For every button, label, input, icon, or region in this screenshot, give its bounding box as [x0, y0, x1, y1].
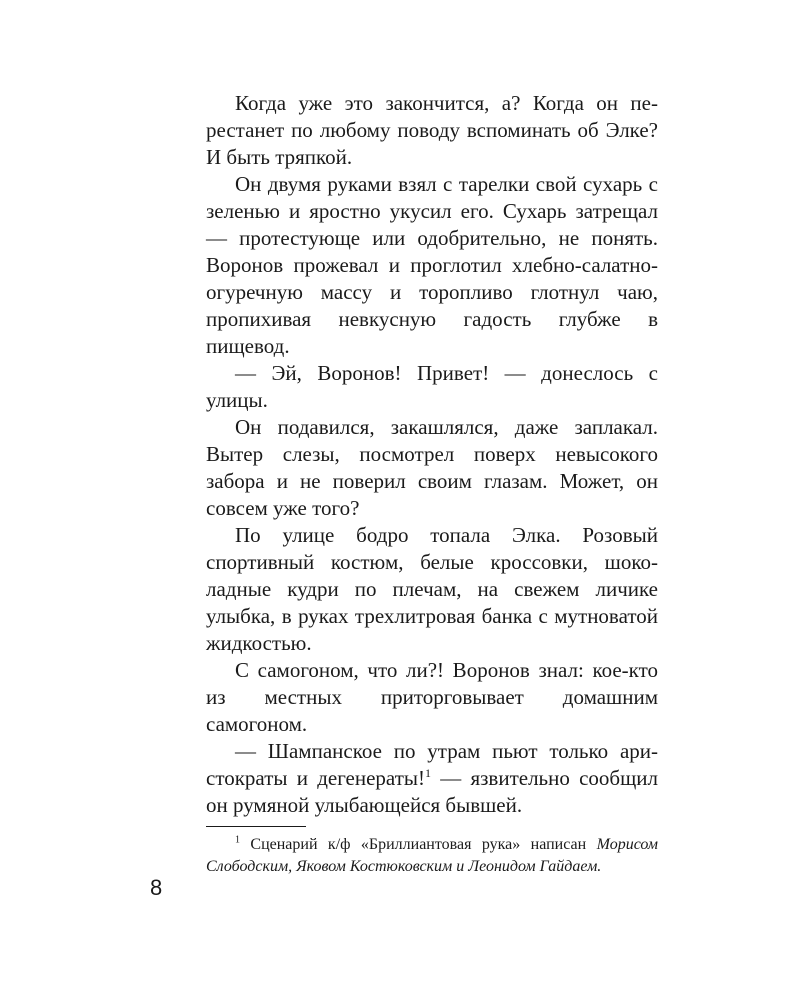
paragraph-5: По улице бодро топала Элка. Розовый спортивный костюм, белые кроссовки, шоколадные кудри по плечам, на свежем личике улыбка, в руках трехлитровая банка с мутноватой жидкостью.: [206, 523, 658, 655]
footnote-divider: [206, 826, 306, 827]
footnote-reference[interactable]: 1: [424, 766, 431, 780]
footnote-mark: 1: [235, 834, 240, 846]
paragraph-1: Когда уже это закончится, а? Когда он перестанет по любому поводу вспоминать об Элке? И быть тряпкой.: [206, 91, 658, 169]
paragraph-7: [206, 738, 658, 819]
paragraph-3: — Эй, Воронов! Привет! — донеслось с улицы.: [206, 361, 658, 412]
footnote: [206, 834, 658, 878]
footnote-authors: Морисом Слободским, Яковом Костюковским и Леонидом Гайдаем.: [206, 836, 658, 875]
page-number: 8: [150, 875, 163, 900]
paragraph-4: Он подавился, закашлялся, даже заплакал. Вытер слезы, посмотрел поверх невысокого забора и не поверил своим глазам. Может, он совсем уже того?: [206, 415, 658, 520]
paragraph-6: С самогоном, что ли?! Воронов знал: кое-кто из местных приторговывает домашним самогоном.: [206, 658, 658, 736]
paragraph-7-text: — Шампанское по утрам пьют только аристократы и дегенераты!: [206, 739, 658, 790]
footnote-text: Сценарий к/ф «Бриллиантовая рука» написан: [240, 836, 597, 853]
paragraph-2: Он двумя руками взял с тарелки свой сухарь с зеленью и яростно укусил его. Сухарь затрещал — протестующе или одобрительно, не понять. Воронов прожевал и проглотил хлебно-салатно-огуречную массу и торопливо глотнул чаю, пропихивая невкусную гадость глубже в пищевод.: [206, 172, 658, 358]
paragraph-7-tail: — язвительно сообщил он румяной улыбающейся бывшей.: [206, 766, 658, 817]
body-text: [206, 90, 658, 819]
